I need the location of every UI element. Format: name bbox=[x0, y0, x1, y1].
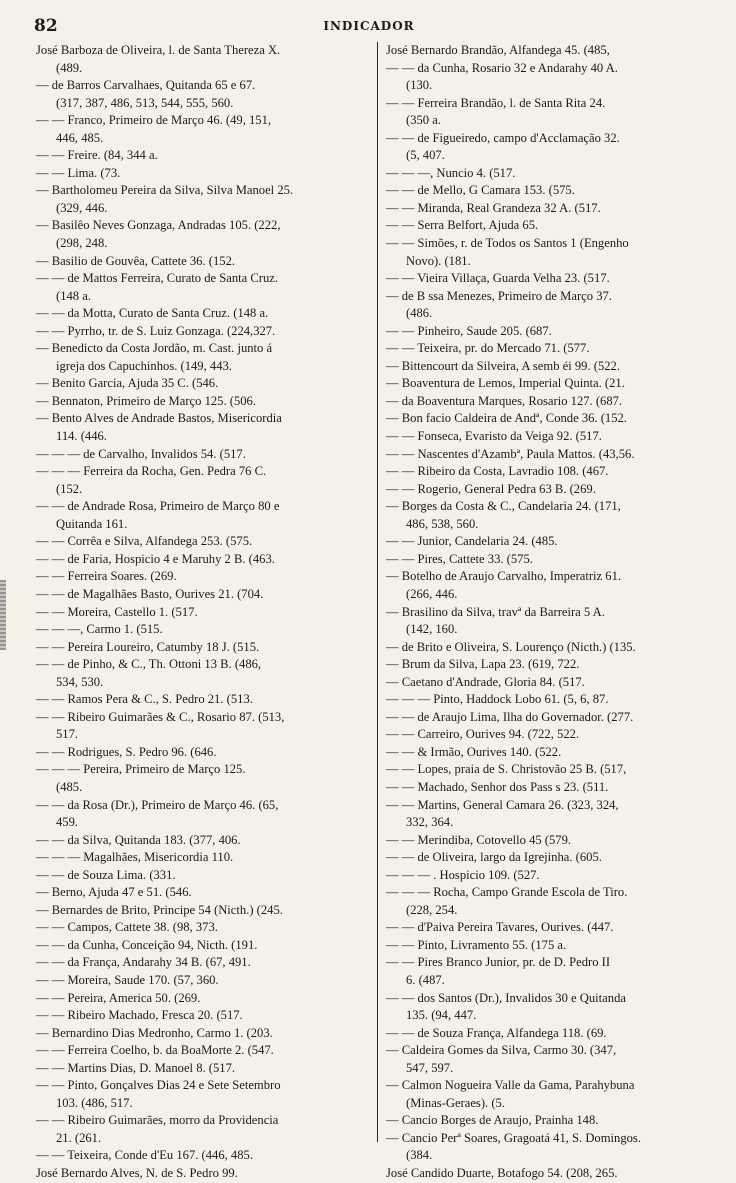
entry-line: — — de Souza França, Alfandega 118. (69. bbox=[386, 1025, 607, 1040]
entry-continuation-line: (5, 407. bbox=[406, 148, 445, 163]
entry-continuation-line: 446, 485. bbox=[56, 130, 104, 145]
left-column bbox=[36, 42, 369, 1183]
entry-line: José Barboza de Oliveira, l. de Santa Thereza X. bbox=[36, 43, 281, 57]
binding-stamp bbox=[0, 580, 6, 650]
entry-continuation-line: (298, 248. bbox=[56, 236, 108, 251]
entry-line: — Bartholomeu Pereira da Silva, Silva Manoel 25. bbox=[36, 183, 294, 198]
entry-line: — — dos Santos (Dr.), Invalidos 30 e Quitanda bbox=[386, 990, 626, 1005]
entry-line: — Cancio Borges de Araujo, Prainha 148. bbox=[386, 1113, 599, 1128]
entry-line: — Benedicto da Costa Jordão, m. Cast. junto á bbox=[36, 341, 273, 356]
entry-continuation-line: (142, 160. bbox=[406, 622, 458, 637]
entry-line: — — — de Carvalho, Invalidos 54. (517. bbox=[36, 446, 246, 461]
entry-line: — de B ssa Menezes, Primeiro de Março 37. bbox=[386, 288, 612, 303]
entry-line: — — de Oliveira, largo da Igrejinha. (605. bbox=[386, 850, 602, 865]
entry-line: — — Teixeira, pr. do Mercado 71. (577. bbox=[386, 341, 590, 356]
entry-line: — — Moreira, Saude 170. (57, 360. bbox=[36, 972, 219, 987]
entry-line: — — da Motta, Curato de Santa Cruz. (148 a. bbox=[36, 306, 269, 321]
entry-line: — — Fonseca, Evaristo da Veiga 92. (517. bbox=[386, 429, 602, 444]
entry-line: — Benito Garcia, Ajuda 35 C. (546. bbox=[36, 376, 219, 391]
entry-line: — Brum da Silva, Lapa 23. (619, 722. bbox=[386, 657, 580, 672]
entry-line: — — Moreira, Castello 1. (517. bbox=[36, 604, 198, 619]
entry-line: — — Ferreira Brandão, l. de Santa Rita 24. bbox=[386, 95, 606, 110]
entry-line: — — Vieira Villaça, Guarda Velha 23. (517. bbox=[386, 271, 610, 286]
entry-continuation-line: 114. (446. bbox=[56, 429, 107, 444]
entry-line: — de Barros Carvalhaes, Quitanda 65 e 67. bbox=[36, 78, 256, 93]
entry-line: — — da França, Andarahy 34 B. (67, 491. bbox=[36, 955, 251, 970]
entry-continuation-line: 486, 538, 560. bbox=[406, 516, 479, 531]
entry-line: — — Ferreira Coelho, b. da BoaMorte 2. (547. bbox=[36, 1043, 274, 1058]
page-header bbox=[34, 16, 704, 36]
entry-line: — Botelho de Araujo Carvalho, Imperatriz 61. bbox=[386, 569, 622, 584]
entry-continuation-line: 6. (487. bbox=[406, 972, 445, 987]
entry-line: — — da Rosa (Dr.), Primeiro de Março 46. (65, bbox=[36, 797, 279, 812]
entry-line: — — de Faria, Hospicio 4 e Maruhy 2 B. (463. bbox=[36, 551, 275, 566]
entry-line: — — Pires, Cattete 33. (575. bbox=[386, 551, 533, 566]
entry-line: — — Pyrrho, tr. de S. Luiz Gonzaga. (224,327. bbox=[36, 323, 276, 338]
page-number: 82 bbox=[34, 16, 58, 36]
entry-line: — Brasilino da Silva, travª da Barreira 5 A. bbox=[386, 604, 605, 619]
entry-line: — — de Figueiredo, campo d'Acclamação 32. bbox=[386, 130, 620, 145]
entry-line: — — Ribeiro da Costa, Lavradio 108. (467. bbox=[386, 464, 609, 479]
entry-line: — — Rogerio, General Pedra 63 B. (269. bbox=[386, 481, 596, 496]
entry-line: — Bennaton, Primeiro de Março 125. (506. bbox=[36, 393, 256, 408]
entry-line: — Borges da Costa & C., Candelaria 24. (171, bbox=[386, 499, 621, 514]
entry-line: — — —, Nuncio 4. (517. bbox=[386, 165, 516, 180]
entry-line: — — — Rocha, Campo Grande Escola de Tiro. bbox=[386, 885, 628, 900]
entry-continuation-line: 332, 364. bbox=[406, 815, 454, 830]
entry-continuation-line: (152. bbox=[56, 481, 83, 496]
entry-continuation-line: 459. bbox=[56, 815, 79, 830]
entry-continuation-line: (350 a. bbox=[406, 113, 441, 128]
entry-line: — Bon facio Caldeira de Andª, Conde 36. (152. bbox=[386, 411, 627, 426]
entry-line: — — de Mello, G Camara 153. (575. bbox=[386, 183, 575, 198]
entry-line: — — Merindiba, Cotovello 45 (579. bbox=[386, 832, 572, 847]
entry-line: — — Rodrigues, S. Pedro 96. (646. bbox=[36, 744, 217, 759]
entry-line: — — Serra Belfort, Ajuda 65. bbox=[386, 218, 539, 233]
entry-line: — — Ribeiro Guimarães & C., Rosario 87. (513, bbox=[36, 709, 285, 724]
entry-line: — — Campos, Cattete 38. (98, 373. bbox=[36, 920, 218, 935]
entry-line: — Bittencourt da Silveira, A semb éi 99. (522. bbox=[386, 358, 620, 373]
entry-line: — — Ferreira Soares. (269. bbox=[36, 569, 177, 584]
entry-continuation-line: (Minas-Geraes). (5. bbox=[406, 1095, 505, 1110]
entry-line: — — Lopes, praia de S. Christovão 25 B. (517, bbox=[386, 762, 627, 777]
entry-line: — da Boaventura Marques, Rosario 127. (687. bbox=[386, 393, 623, 408]
entry-line: — de Brito e Oliveira, S. Lourenço (Nicth.) (135. bbox=[386, 639, 636, 654]
entry-continuation-line: igreja dos Capuchinhos. (149, 443. bbox=[56, 358, 232, 373]
entry-line: — — da Silva, Quitanda 183. (377, 406. bbox=[36, 832, 241, 847]
entry-line: — — d'Paiva Pereira Tavares, Ourives. (447. bbox=[386, 920, 614, 935]
entry-continuation-line: 21. (261. bbox=[56, 1130, 102, 1145]
entry-line: — — Miranda, Real Grandeza 32 A. (517. bbox=[386, 200, 601, 215]
entry-line: — — Martins Dias, D. Manoel 8. (517. bbox=[36, 1060, 236, 1075]
entry-line: — — — Magalhães, Misericordia 110. bbox=[36, 850, 234, 865]
entry-line: — — — Pinto, Haddock Lobo 61. (5, 6, 87. bbox=[386, 692, 609, 707]
entry-line: — — da Cunha, Rosario 32 e Andarahy 40 A. bbox=[386, 60, 618, 75]
entry-line: — — Carreiro, Ourives 94. (722, 522. bbox=[386, 727, 580, 742]
entry-line: — Bento Alves de Andrade Bastos, Misericordia bbox=[36, 411, 282, 426]
entry-line: — Caldeira Gomes da Silva, Carmo 30. (347, bbox=[386, 1043, 617, 1058]
entry-continuation-line: (148 a. bbox=[56, 288, 91, 303]
directory-columns bbox=[36, 42, 716, 1180]
entry-continuation-line: (489. bbox=[56, 60, 83, 75]
entry-line: — — Corrêa e Silva, Alfandega 253. (575. bbox=[36, 534, 253, 549]
entry-line: — Basilêo Neves Gonzaga, Andradas 105. (222, bbox=[36, 218, 281, 233]
entry-line: — — de Souza Lima. (331. bbox=[36, 867, 176, 882]
entry-continuation-line: 103. (486, 517. bbox=[56, 1095, 133, 1110]
entry-continuation-line: (486. bbox=[406, 306, 433, 321]
entry-line: — — Teixeira, Conde d'Eu 167. (446, 485. bbox=[36, 1148, 253, 1163]
entry-continuation-line: (384. bbox=[406, 1148, 433, 1163]
entry-line: — Basilio de Gouvêa, Cattete 36. (152. bbox=[36, 253, 236, 268]
entry-line: — — Pires Branco Junior, pr. de D. Pedro II bbox=[386, 955, 611, 970]
column-divider bbox=[377, 42, 378, 1142]
entry-line: — Cancio Perª Soares, Gragoatá 41, S. Domingos. bbox=[386, 1130, 641, 1145]
entry-line: — — Ribeiro Machado, Fresca 20. (517. bbox=[36, 1008, 243, 1023]
entry-line: — Bernardino Dias Medronho, Carmo 1. (203. bbox=[36, 1025, 273, 1040]
entry-line: — — Junior, Candelaria 24. (485. bbox=[386, 534, 558, 549]
entry-line: — — — . Hospicio 109. (527. bbox=[386, 867, 540, 882]
entry-line: — — de Magalhães Basto, Ourives 21. (704. bbox=[36, 586, 264, 601]
entry-continuation-line: (130. bbox=[406, 78, 433, 93]
entry-continuation-line: 534, 530. bbox=[56, 674, 104, 689]
entry-line: — — & Irmão, Ourives 140. (522. bbox=[386, 744, 562, 759]
entry-line: — — Pinto, Livramento 55. (175 a. bbox=[386, 937, 567, 952]
entry-line: — — Ramos Pera & C., S. Pedro 21. (513. bbox=[36, 692, 253, 707]
entry-line: — — de Araujo Lima, Ilha do Governador. (277. bbox=[386, 709, 634, 724]
entry-line: — — Franco, Primeiro de Março 46. (49, 151, bbox=[36, 113, 272, 128]
entry-line: — Caetano d'Andrade, Gloria 84. (517. bbox=[386, 674, 585, 689]
entry-line: — — Freire. (84, 344 a. bbox=[36, 148, 158, 163]
entry-line: José Bernardo Brandão, Alfandega 45. (485, bbox=[386, 43, 610, 57]
entry-continuation-line: (266, 446. bbox=[406, 586, 458, 601]
right-column bbox=[386, 42, 719, 1183]
entry-line: José Candido Duarte, Botafogo 54. (208, 265. bbox=[386, 1166, 618, 1180]
entry-line: — — Pinheiro, Saude 205. (687. bbox=[386, 323, 552, 338]
entry-continuation-line: Quitanda 161. bbox=[56, 516, 128, 531]
entry-line: — — Lima. (73. bbox=[36, 165, 121, 180]
entry-line: — — Nascentes d'Azambª, Paula Mattos. (43,56. bbox=[386, 446, 635, 461]
entry-line: — — de Mattos Ferreira, Curato de Santa Cruz. bbox=[36, 271, 279, 286]
entry-line: — — Pinto, Gonçalves Dias 24 e Sete Setembro bbox=[36, 1078, 281, 1093]
entry-line: — Boaventura de Lemos, Imperial Quinta. (21. bbox=[386, 376, 625, 391]
entry-line: — Calmon Nogueira Valle da Gama, Parahybuna bbox=[386, 1078, 635, 1093]
entry-line: — — Pereira, America 50. (269. bbox=[36, 990, 201, 1005]
entry-line: — Bernardes de Brito, Principe 54 (Nicth.) (245. bbox=[36, 902, 283, 917]
entry-line: — — Martins, General Camara 26. (323, 324, bbox=[386, 797, 619, 812]
entry-line: — — de Andrade Rosa, Primeiro de Março 80 e bbox=[36, 499, 280, 514]
entry-continuation-line: (329, 446. bbox=[56, 200, 108, 215]
entry-line: — — Simões, r. de Todos os Santos 1 (Engenho bbox=[386, 236, 629, 251]
entry-line: — — — Ferreira da Rocha, Gen. Pedra 76 C. bbox=[36, 464, 267, 479]
entry-line: — Berno, Ajuda 47 e 51. (546. bbox=[36, 885, 192, 900]
entry-continuation-line: (228, 254. bbox=[406, 902, 458, 917]
entry-line: — — Ribeiro Guimarães, morro da Providencia bbox=[36, 1113, 279, 1128]
entry-line: — — da Cunha, Conceição 94, Nicth. (191. bbox=[36, 937, 258, 952]
entry-line: — — Pereira Loureiro, Catumby 18 J. (515. bbox=[36, 639, 260, 654]
entry-continuation-line: 547, 597. bbox=[406, 1060, 454, 1075]
entry-continuation-line: (317, 387, 486, 513, 544, 555, 560. bbox=[56, 95, 234, 110]
entry-continuation-line: (485. bbox=[56, 779, 83, 794]
entry-continuation-line: 517. bbox=[56, 727, 79, 742]
entry-line: — — Machado, Senhor dos Pass s 23. (511. bbox=[386, 779, 609, 794]
entry-line: — — de Pinho, & C., Th. Ottoni 13 B. (486, bbox=[36, 657, 262, 672]
running-title: INDICADOR bbox=[323, 19, 415, 33]
entry-line: — — —, Carmo 1. (515. bbox=[36, 622, 163, 637]
entry-continuation-line: 135. (94, 447. bbox=[406, 1008, 477, 1023]
entry-continuation-line: Novo). (181. bbox=[406, 253, 471, 268]
entry-line: — — — Pereira, Primeiro de Março 125. bbox=[36, 762, 246, 777]
entry-line: José Bernardo Alves, N. de S. Pedro 99. bbox=[36, 1166, 238, 1180]
